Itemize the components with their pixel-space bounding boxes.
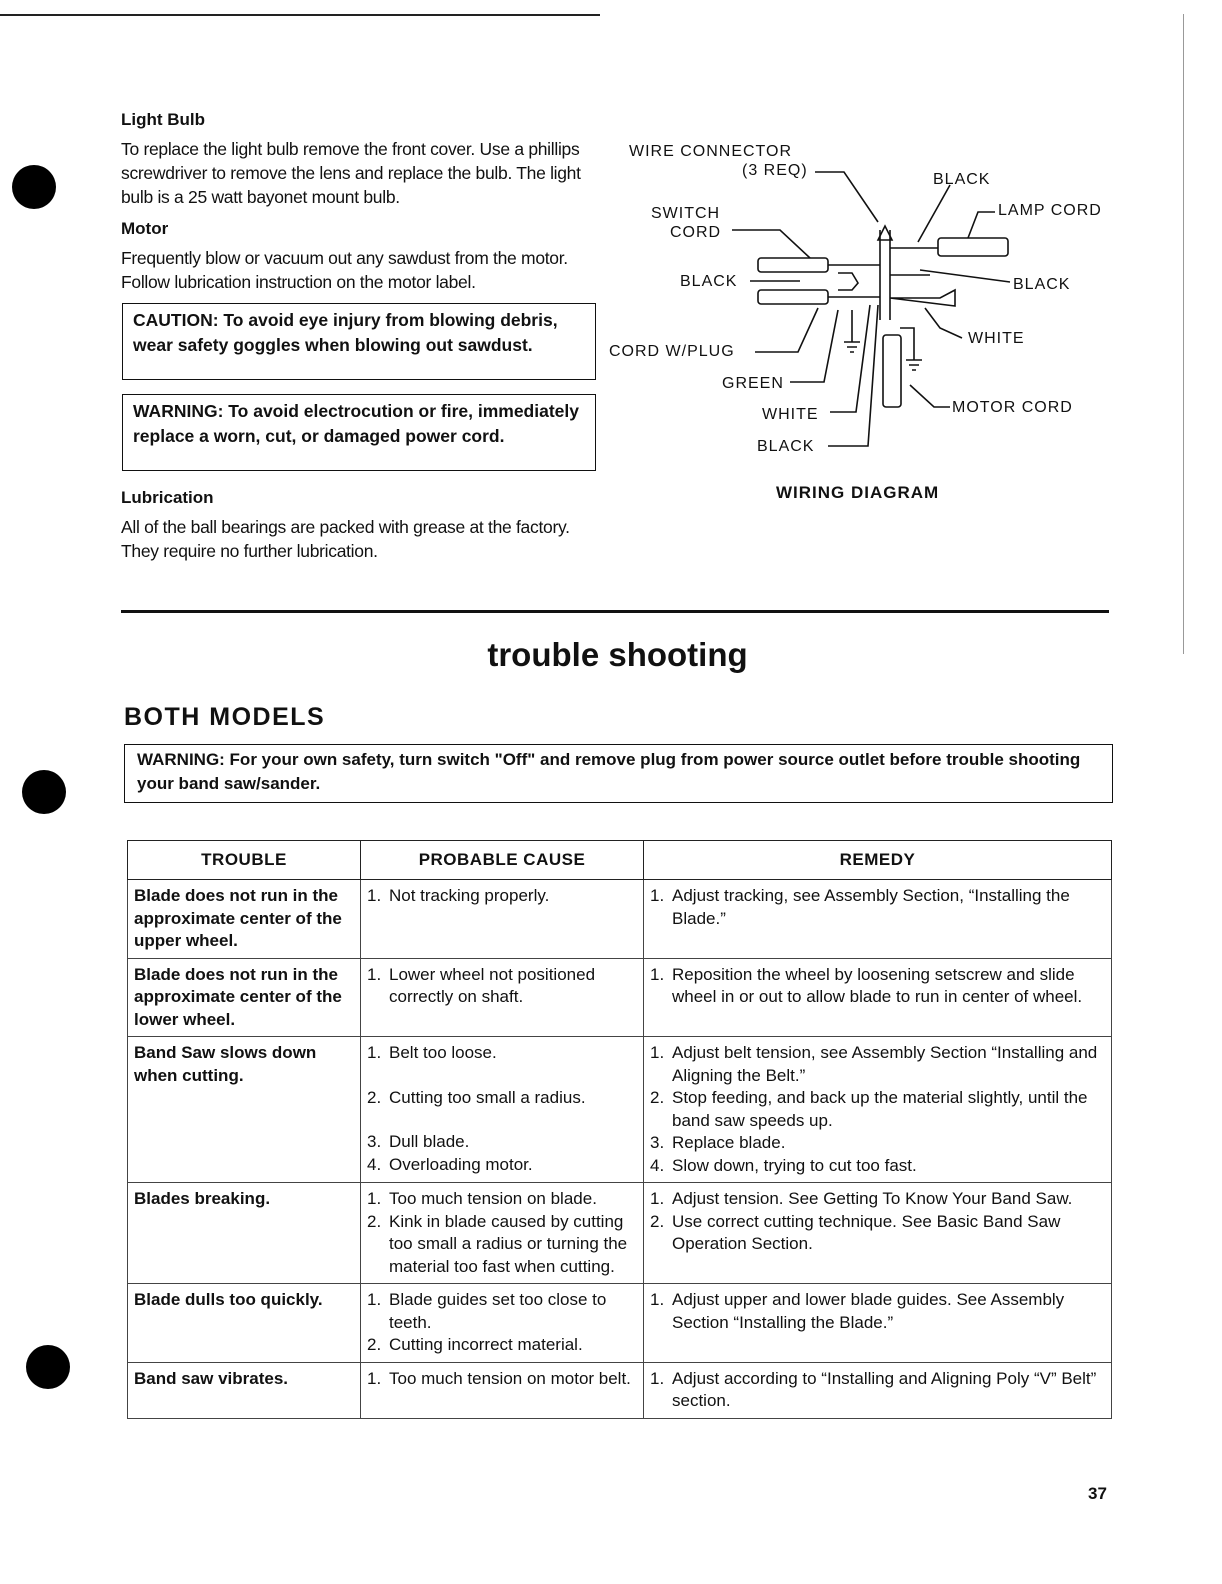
leader-lamp <box>968 212 995 238</box>
remedy-cell <box>644 880 1112 959</box>
remedy-item: 1. Adjust upper and lower blade guides. See Assembly Section “Installing the Blade.” <box>650 1290 1065 1332</box>
trouble-table <box>127 840 1112 1419</box>
leader-white-right <box>925 308 962 338</box>
leader-switch <box>732 230 810 258</box>
lubrication-heading: Lubrication <box>121 488 214 507</box>
header-remedy: REMEDY <box>644 841 1112 880</box>
light-bulb-heading: Light Bulb <box>121 110 206 129</box>
binder-hole-middle <box>22 770 66 814</box>
cause-item: 1. Not tracking properly. <box>367 886 550 905</box>
header-trouble: TROUBLE <box>128 841 361 880</box>
caution-box: CAUTION: To avoid eye injury from blowing debris, wear safety goggles when blowing out sawdust. <box>122 303 596 380</box>
trouble-cell: Blade dulls too quickly. <box>128 1284 361 1363</box>
leader-green <box>790 310 838 382</box>
remedy-item: 1. Adjust according to “Installing and Aligning Poly “V” Belt” section. <box>650 1368 1097 1410</box>
binder-hole-top <box>12 165 56 209</box>
switch-cord-plug-2 <box>758 290 828 304</box>
trouble-cell: Blade does not run in the approximate center of the lower wheel. <box>128 958 361 1037</box>
cause-item: 1. Belt too loose. <box>367 1043 497 1062</box>
page-number: 37 <box>1088 1484 1107 1503</box>
binder-hole-bottom <box>26 1345 70 1389</box>
switch-cord-plug-1 <box>758 258 828 272</box>
cause-item: 2. Cutting incorrect material. <box>367 1335 583 1354</box>
table-row <box>128 880 1112 959</box>
remedy-item: 3. Replace blade. <box>650 1133 786 1152</box>
cause-item: 1. Blade guides set too close to teeth. <box>367 1290 607 1332</box>
cause-cell <box>361 880 644 959</box>
cause-item: 2. Cutting too small a radius. <box>367 1087 586 1107</box>
cause-item: 1. Lower wheel not positioned correctly on shaft. <box>367 964 596 1006</box>
remedy-cell <box>644 1183 1112 1284</box>
remedy-cell <box>644 958 1112 1037</box>
leader-cord-plug <box>755 308 818 352</box>
remedy-item: 1. Reposition the wheel by loosening setscrew and slide wheel in or out to allow blade to run in center of wheel. <box>650 964 1083 1006</box>
table-row <box>128 1037 1112 1183</box>
cord-warning-box: WARNING: To avoid electrocution or fire, immediately replace a worn, cut, or damaged power cord. <box>122 394 596 471</box>
leader-motor <box>910 385 950 407</box>
motor-heading: Motor <box>121 219 169 238</box>
trouble-cell: Band Saw slows down when cutting. <box>128 1037 361 1183</box>
remedy-item: 1. Adjust belt tension, see Assembly Section “Installing and Aligning the Belt.” <box>650 1043 1098 1085</box>
cause-cell <box>361 958 644 1037</box>
remedy-item: 1. Adjust tracking, see Assembly Section, “Installing the Blade.” <box>650 886 1070 928</box>
table-row <box>128 1284 1112 1363</box>
table-row <box>128 1183 1112 1284</box>
remedy-item: 4. Slow down, trying to cut too fast. <box>650 1155 917 1175</box>
label-cord: CORD <box>670 224 722 241</box>
remedy-item: 1. Adjust tension. See Getting To Know Your Band Saw. <box>650 1189 1073 1208</box>
label-3-req: (3 REQ) <box>742 162 808 179</box>
leader-black-top <box>918 185 950 242</box>
lubrication-text: All of the ball bearings are packed with grease at the factory. They require no further lubrication. <box>121 517 570 561</box>
header-cause: PROBABLE CAUSE <box>361 841 644 880</box>
lamp-cord-plug <box>938 238 1008 256</box>
trouble-cell: Blades breaking. <box>128 1183 361 1284</box>
label-wire-connector: WIRE CONNECTOR <box>629 143 793 160</box>
label-black-left: BLACK <box>680 273 738 290</box>
cause-item: 1. Too much tension on motor belt. <box>367 1368 631 1388</box>
motor-text: Frequently blow or vacuum out any sawdust from the motor. Follow lubrication instruction on the motor label. <box>121 248 568 292</box>
trouble-shooting-title: trouble shooting <box>487 636 748 673</box>
trouble-cell: Band saw vibrates. <box>128 1362 361 1418</box>
white-wire-right <box>890 290 955 306</box>
cause-item: 4. Overloading motor. <box>367 1154 533 1174</box>
label-white-bottom: WHITE <box>762 406 819 423</box>
switch-clip <box>838 273 858 290</box>
motor-cord <box>883 335 901 407</box>
label-switch: SWITCH <box>651 205 721 222</box>
table-row <box>128 958 1112 1037</box>
cause-item: 3. Dull blade. <box>367 1132 470 1151</box>
leader-black-right <box>920 270 1010 282</box>
cause-cell <box>361 1183 644 1284</box>
label-black-bottom: BLACK <box>757 438 815 455</box>
cause-cell <box>361 1362 644 1418</box>
ground-symbol-1 <box>844 342 860 352</box>
label-black-top: BLACK <box>933 171 991 188</box>
remedy-item: 2. Stop feeding, and back up the material slightly, until the band saw speeds up. <box>650 1088 1088 1130</box>
remedy-cell <box>644 1284 1112 1363</box>
remedy-item: 2. Use correct cutting technique. See Basic Band Saw Operation Section. <box>650 1211 1061 1253</box>
ground-symbol-2 <box>906 360 922 370</box>
cause-cell <box>361 1037 644 1183</box>
label-motor-cord: MOTOR CORD <box>952 399 1073 416</box>
motor-ground <box>900 328 914 360</box>
label-lamp-cord: LAMP CORD <box>998 202 1102 219</box>
cause-item: 1. Too much tension on blade. <box>367 1189 597 1208</box>
right-edge-rule <box>1183 14 1184 654</box>
top-rule <box>0 14 600 16</box>
label-black-right: BLACK <box>1013 276 1071 293</box>
label-white-right: WHITE <box>968 330 1025 347</box>
light-bulb-text: To replace the light bulb remove the front cover. Use a phillips screwdriver to remove the lens and replace the bulb. The light bulb is a 25 watt bayonet mount bulb. <box>121 139 581 207</box>
cause-cell <box>361 1284 644 1363</box>
both-models-heading: BOTH MODELS <box>124 703 326 731</box>
cause-item: 2. Kink in blade caused by cutting too small a radius or turning the material too fast when cutting. <box>367 1211 628 1276</box>
remedy-cell <box>644 1037 1112 1183</box>
safety-warning-box: WARNING: For your own safety, turn switch "Off" and remove plug from power source outlet before trouble shooting your band saw/sander. <box>124 744 1113 803</box>
label-cord-w-plug: CORD W/PLUG <box>609 343 735 360</box>
leader-connector <box>815 172 878 222</box>
trouble-cell: Blade does not run in the approximate center of the upper wheel. <box>128 880 361 959</box>
table-row <box>128 1362 1112 1418</box>
wiring-diagram-title: WIRING DIAGRAM <box>776 483 940 502</box>
remedy-cell <box>644 1362 1112 1418</box>
label-green: GREEN <box>722 375 784 392</box>
section-divider <box>121 610 1109 613</box>
